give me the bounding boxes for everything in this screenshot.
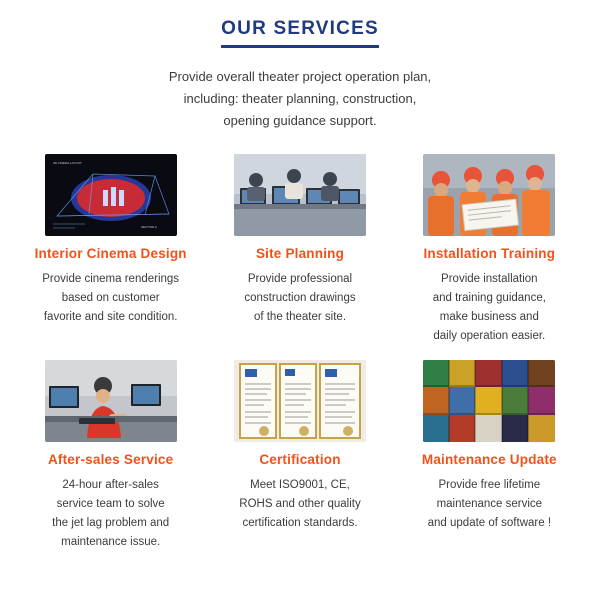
certificates-documents-thumbnail: [234, 360, 366, 442]
desc-line: maintenance issue.: [61, 536, 161, 548]
service-description: [22, 270, 199, 327]
desc-line: make business and: [439, 311, 539, 323]
service-description: [211, 476, 388, 533]
desc-line: Provide installation: [441, 273, 538, 285]
desc-line: 24-hour after-sales: [62, 479, 159, 491]
page-title: OUR SERVICES: [221, 18, 379, 48]
desc-line: of the theater site.: [253, 311, 347, 323]
service-description: [211, 270, 388, 327]
service-card: [16, 360, 205, 552]
cinema-3d-rendering-thumbnail: [45, 154, 177, 236]
support-agent-at-desk-thumbnail: [45, 360, 177, 442]
service-caption: Certification: [259, 452, 341, 467]
desc-line: maintenance service: [436, 498, 543, 510]
intro-paragraph: [0, 66, 600, 132]
service-caption: Site Planning: [255, 246, 345, 261]
service-caption: Installation Training: [423, 246, 556, 261]
desc-line: based on customer: [61, 292, 160, 304]
intro-line-2: including: theater planning, construction,: [183, 91, 417, 106]
intro-line-1: Provide overall theater project operation plan,: [168, 69, 432, 84]
desc-line: construction drawings: [244, 292, 356, 304]
movie-posters-collage-thumbnail: [423, 360, 555, 442]
engineers-in-helmets-thumbnail: [423, 154, 555, 236]
service-card: [395, 360, 584, 552]
service-description: [22, 476, 199, 552]
desc-line: daily operation easier.: [433, 330, 546, 342]
desc-line: Provide cinema renderings: [42, 273, 180, 285]
service-card: [205, 360, 394, 552]
desc-line: favorite and site condition.: [43, 311, 178, 323]
page-header: [0, 0, 600, 132]
desc-line: and update of software !: [427, 517, 552, 529]
services-grid: [0, 154, 600, 566]
service-caption: After-sales Service: [47, 452, 174, 467]
service-card: [205, 154, 394, 346]
service-caption: Maintenance Update: [421, 452, 557, 467]
svg-text:3D CINEMA LAYOUT: 3D CINEMA LAYOUT: [52, 161, 82, 165]
service-card: [395, 154, 584, 346]
service-card: [16, 154, 205, 346]
desc-line: service team to solve: [56, 498, 165, 510]
svg-text:SECTION A: SECTION A: [140, 225, 157, 229]
desc-line: Provide free lifetime: [438, 479, 541, 491]
desc-line: ROHS and other quality: [239, 498, 361, 510]
office-workstations-thumbnail: [234, 154, 366, 236]
desc-line: the jet lag problem and: [52, 517, 170, 529]
desc-line: certification standards.: [242, 517, 358, 529]
service-description: [401, 270, 578, 346]
service-description: [401, 476, 578, 533]
desc-line: Provide professional: [247, 273, 353, 285]
desc-line: and training guidance,: [432, 292, 546, 304]
intro-line-3: opening guidance support.: [223, 113, 377, 128]
desc-line: Meet ISO9001, CE,: [250, 479, 350, 491]
service-caption: Interior Cinema Design: [34, 246, 187, 261]
